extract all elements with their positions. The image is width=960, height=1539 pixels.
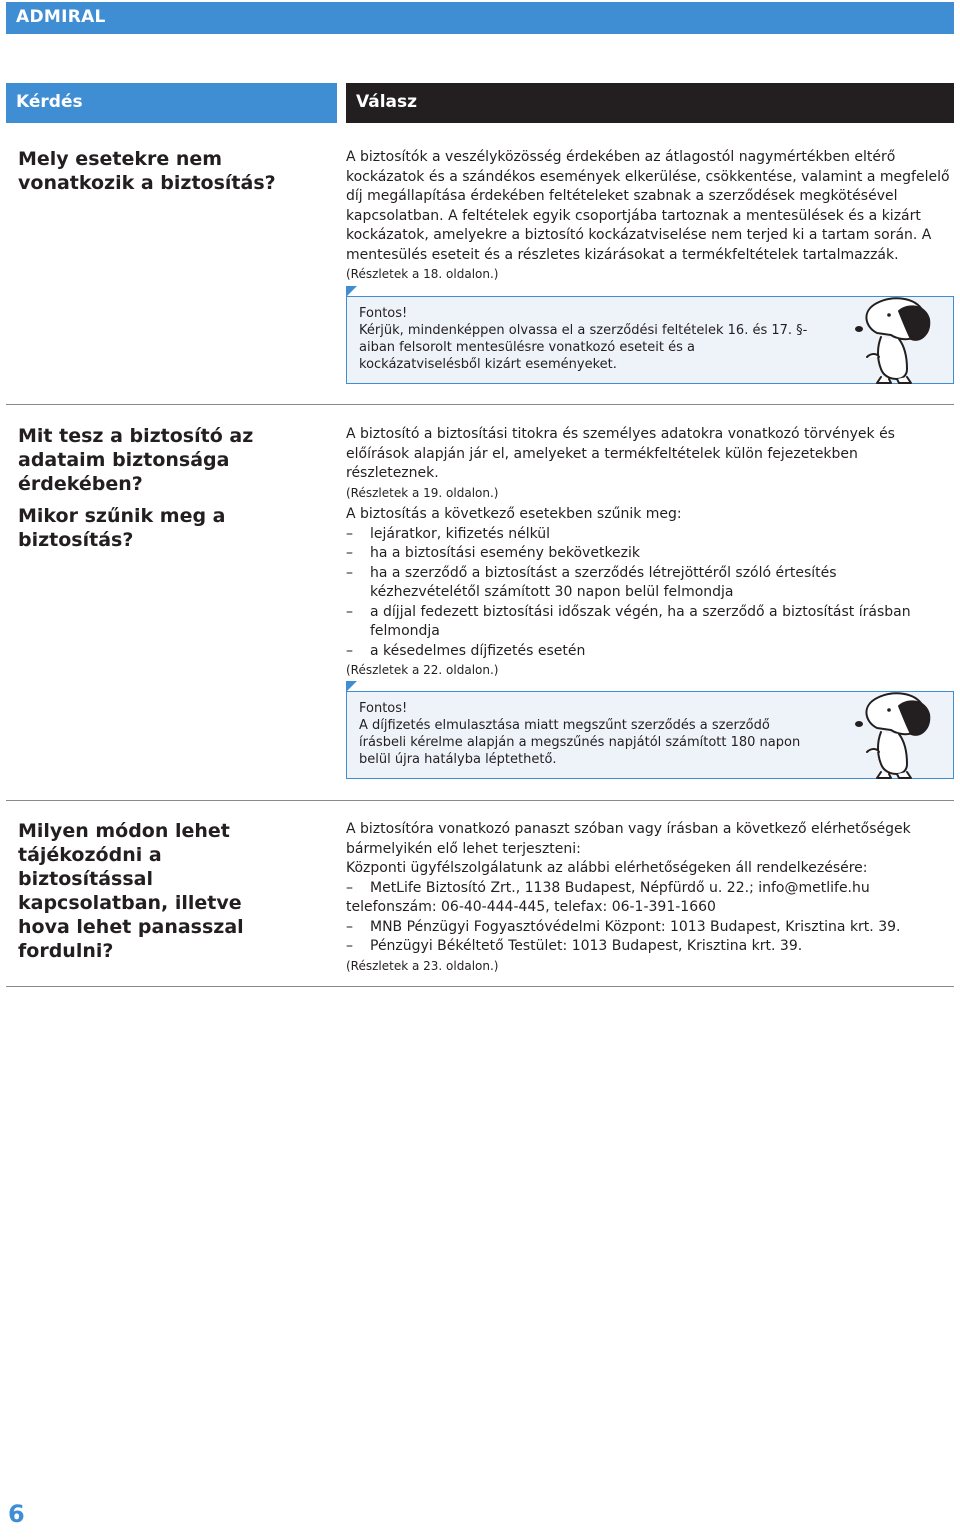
answer-exclusions — [346, 148, 950, 285]
important-note-text: A díjfizetés elmulasztása miatt megszűnt szerződés a szerződő írásbeli kérelme alapján a megszűnés napjától számított 180 napon belül újra hatályba léptethető. — [359, 718, 801, 767]
page-number: 6 — [8, 1500, 25, 1528]
question-data-security: Mit tesz a biztosító az adataim biztonsága érdekében? — [18, 425, 254, 495]
question-termination: Mikor szűnik meg a biztosítás? — [18, 505, 226, 551]
answer-termination-intro: A biztosítás a következő esetekben szűnik meg: — [346, 506, 682, 522]
contact-phone: telefonszám: 06-40-444-445, telefax: 06-1-391-1660 — [346, 899, 716, 915]
question-complaints: Milyen módon lehet tájékozódni a biztosítással kapcsolatban, illetve hova lehet panasszal fordulni? — [18, 820, 244, 962]
answer-data-security-ref: (Részletek a 19. oldalon.) — [346, 485, 499, 500]
question-column-header — [6, 83, 337, 123]
answer-data-security — [346, 425, 950, 503]
answer-column-header — [346, 83, 954, 123]
contact-mnb: – MNB Pénzügyi Fogyasztóvédelmi Központ: 1013 Budapest, Krisztina krt. 39. — [346, 918, 950, 938]
section-divider — [6, 800, 954, 801]
question-header-label: Kérdés — [16, 92, 83, 112]
answer-data-security-text: A biztosító a biztosítási titokra és személyes adatokra vonatkozó törvények és előírások alapján jár el, amelyeket a termékfeltételek külön fejezetekben részleteznek. — [346, 426, 895, 481]
important-note-reinstatement-body — [359, 700, 809, 768]
answer-exclusions-text: A biztosítók a veszélyközösség érdekében az átlagostól nagymértékben eltérő kockázatok és a szándékos események elkerülése, csökkentése, valamint a megfelelő díj megállapítása érdekében feltételeket szabnak a szerződések megkötésével kapcsolatban. A feltételek egyik csoportjába tartoznak a mentesülések és a kizárt kockázatok, amelyekre a biztosító kockázatviselése nem terjed ki a tartam során. A mentesülés eseteit és a részletes kizárásokat a termékfeltételek tartalmazzák. — [346, 149, 950, 263]
answer-complaints-ref: (Részletek a 23. oldalon.) — [346, 958, 499, 973]
answer-exclusions-ref: (Részletek a 18. oldalon.) — [346, 267, 499, 281]
important-note-text: Kérjük, mindenképpen olvassa el a szerződési feltételek 16. és 17. §-aiban felsorolt mentesülésre vonatkozó eseteit és a kockázatviselésből kizárt eseményeket. — [359, 323, 808, 372]
termination-list-item: – ha a biztosítási esemény bekövetkezik — [346, 544, 950, 564]
important-note-title: Fontos! — [359, 701, 408, 716]
contact-metlife: – MetLife Biztosító Zrt., 1138 Budapest, Népfürdő u. 22.; info@metlife.hu — [346, 879, 950, 899]
answer-complaints-line: A biztosítóra vonatkozó panaszt szóban vagy írásban a következő elérhetőségek bármelyikén elő lehet terjeszteni: — [346, 821, 911, 857]
section-divider — [6, 404, 954, 405]
important-note-exclusions-body — [359, 305, 809, 373]
termination-list-item: – a késedelmes díjfizetés esetén — [346, 642, 950, 662]
important-note-title: Fontos! — [359, 306, 408, 321]
brand-banner — [6, 2, 954, 34]
question-exclusions: Mely esetekre nem vonatkozik a biztosítás? — [18, 148, 276, 194]
termination-list-item: – ha a szerződő a biztosítást a szerződés létrejöttéről szóló értesítés kézhezvételétől számított 30 napon belül felmondja — [346, 564, 950, 603]
termination-list-item: – lejáratkor, kifizetés nélkül — [346, 525, 950, 545]
contact-bekelteto: – Pénzügyi Békéltető Testület: 1013 Budapest, Krisztina krt. 39. — [346, 937, 950, 957]
answer-header-label: Válasz — [356, 92, 418, 112]
termination-list-item: – a díjjal fedezett biztosítási időszak végén, ha a szerződő a biztosítást írásban felmondja — [346, 603, 950, 642]
answer-termination-ref: (Részletek a 22. oldalon.) — [346, 663, 499, 677]
section-divider — [6, 986, 954, 987]
important-note-reinstatement — [346, 691, 954, 779]
answer-complaints — [346, 820, 950, 976]
important-note-exclusions — [346, 296, 954, 384]
answer-termination — [346, 505, 950, 681]
snoopy-icon — [837, 293, 947, 385]
snoopy-icon — [837, 688, 947, 780]
answer-complaints-line: Központi ügyfélszolgálatunk az alábbi elérhetőségeken áll rendelkezésére: — [346, 860, 868, 876]
brand-title: ADMIRAL — [16, 7, 106, 27]
